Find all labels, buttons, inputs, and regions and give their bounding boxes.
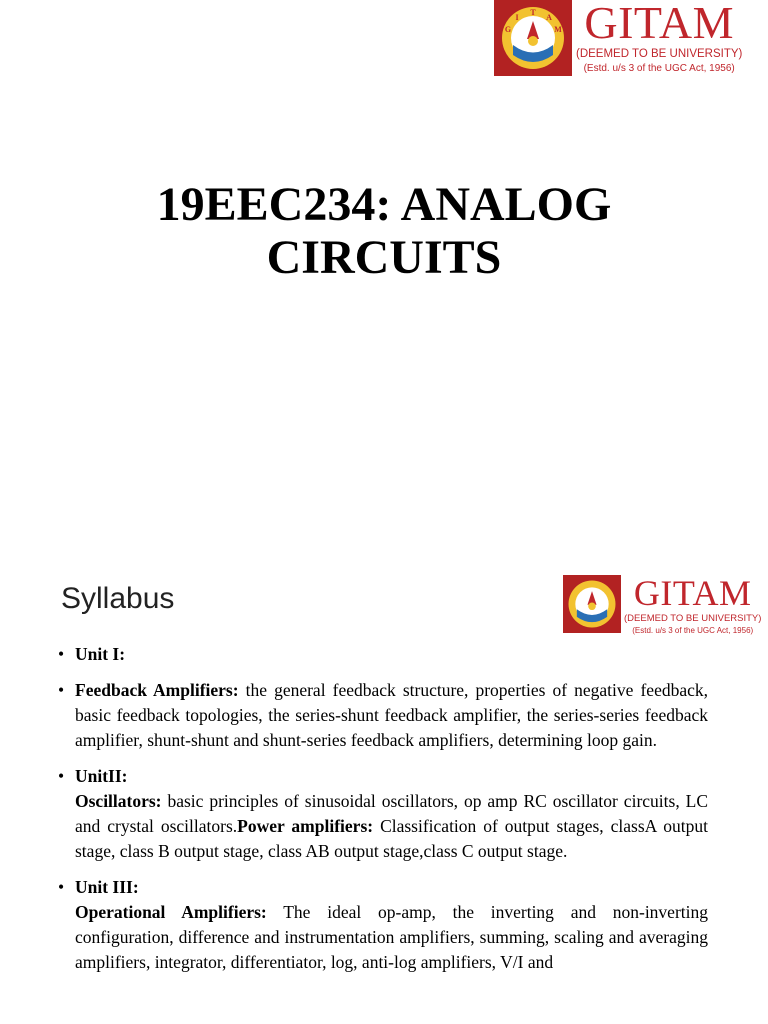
topic-text: The ideal op-amp, the inverting and non-inverting configuration, difference and instrumentation amplifiers, summing, scaling and averaging amplifiers, integrator, differentiator, log, anti-log amplifiers, V/I and — [75, 902, 708, 972]
seal-letter: T — [530, 8, 536, 17]
logo-established: (Estd. u/s 3 of the UGC Act, 1956) — [632, 626, 754, 635]
syllabus-list — [58, 642, 708, 986]
unit-label: Unit I: — [75, 644, 126, 664]
topic-text: the general feedback structure, properties of negative feedback, basic feedback topologies, the series-shunt feedback amplifier, the series-series feedback amplifier, shunt-shunt and shunt-series feedback amplifiers, determining loop gain. — [75, 680, 709, 750]
unit-label: Unit III: — [75, 877, 139, 897]
gitam-logo — [563, 575, 761, 635]
topic-label: Oscillators: — [75, 791, 162, 811]
syllabus-heading: Syllabus — [61, 582, 175, 615]
seal-letter: M — [554, 25, 562, 34]
logo-name: GITAM — [584, 0, 734, 48]
topic-label: Power amplifiers: — [237, 816, 374, 836]
slide-title — [0, 178, 768, 284]
syllabus-slide — [0, 568, 768, 1024]
bullet: • — [58, 644, 65, 664]
gitam-seal-icon — [563, 575, 621, 633]
title-line-1: 19EEC234: ANALOG — [156, 178, 612, 231]
topic-text: basic principles of sinusoidal oscillators, op amp RC oscillator circuits, LC and crystal oscillators. — [75, 791, 708, 836]
logo-established: (Estd. u/s 3 of the UGC Act, 1956) — [583, 63, 735, 74]
logo-subtitle: (DEEMED TO BE UNIVERSITY) — [624, 613, 762, 624]
list-item — [58, 764, 708, 864]
gitam-logo — [494, 0, 742, 76]
topic-label: Feedback Amplifiers: — [75, 680, 239, 700]
unit-label: UnitII: — [75, 766, 128, 786]
seal-letter: A — [546, 13, 552, 22]
bullet: • — [58, 877, 65, 897]
title-line-2: CIRCUITS — [266, 231, 502, 284]
seal-letter: G — [504, 25, 512, 34]
bullet: • — [58, 766, 65, 786]
gitam-seal-icon — [494, 0, 572, 76]
topic-text: Classification of output stages, classA output stage, class B output stage, class AB output stage,class C output stage. — [75, 816, 708, 861]
list-item — [58, 678, 708, 753]
logo-subtitle: (DEEMED TO BE UNIVERSITY) — [576, 48, 743, 60]
list-item — [58, 875, 708, 975]
seal-letter: I — [515, 13, 519, 22]
logo-name: GITAM — [633, 573, 752, 613]
bullet: • — [58, 680, 65, 700]
topic-label: Operational Amplifiers: — [75, 902, 267, 922]
list-item — [58, 642, 708, 667]
